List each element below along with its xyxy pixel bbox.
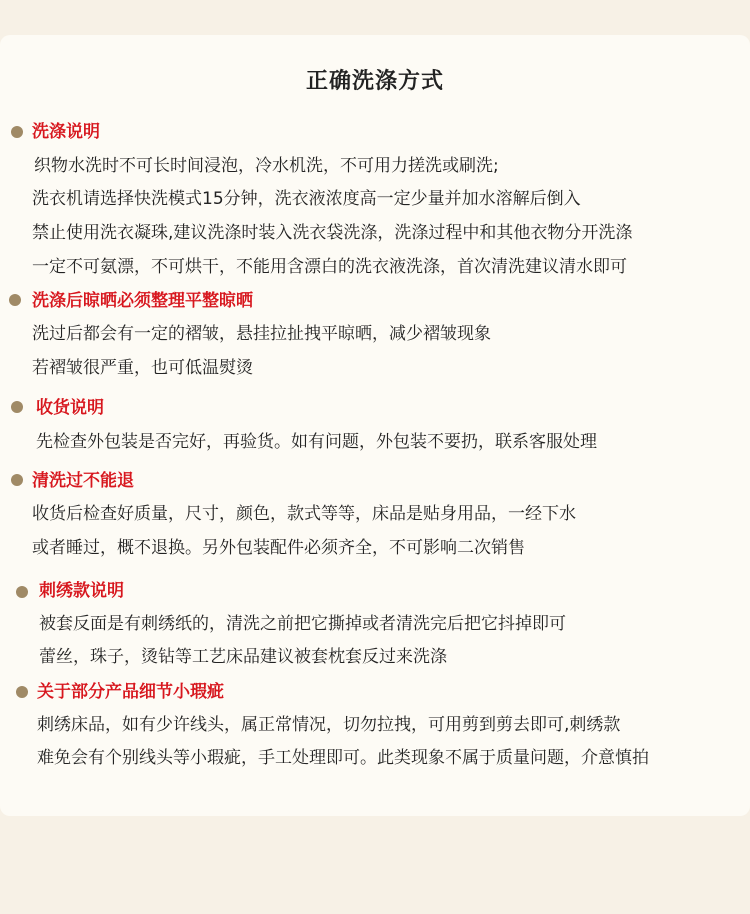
section-heading-no-return: 清洗过不能退 <box>32 471 134 491</box>
section-heading-defects: 关于部分产品细节小瑕疵 <box>37 682 224 702</box>
section-line: 一定不可氨漂，不可烘干，不能用含漂白的洗衣液洗涤，首次清洗建议清水即可 <box>32 257 627 277</box>
section-line: 被套反面是有刺绣纸的，清洗之前把它撕掉或者清洗完后把它抖掉即可 <box>39 614 566 634</box>
section-heading-embroidery: 刺绣款说明 <box>39 581 124 601</box>
section-line: 若褶皱很严重，也可低温熨烫 <box>32 358 253 378</box>
section-line: 先检查外包装是否完好，再验货。如有问题，外包装不要扔，联系客服处理 <box>36 432 597 452</box>
section-line: 难免会有个别线头等小瑕疵，手工处理即可。此类现象不属于质量问题，介意慎拍 <box>37 748 649 768</box>
section-line: 蕾丝，珠子，烫钻等工艺床品建议被套枕套反过来洗涤 <box>39 647 447 667</box>
section-line: 刺绣床品，如有少许线头，属正常情况，切勿拉拽，可用剪到剪去即可,刺绣款 <box>37 715 621 735</box>
bullet-icon <box>11 474 23 486</box>
section-heading-washing: 洗涤说明 <box>32 122 100 142</box>
bullet-icon <box>16 686 28 698</box>
section-line: 禁止使用洗衣凝珠,建议洗涤时装入洗衣袋洗涤，洗涤过程中和其他衣物分开洗涤 <box>32 223 633 243</box>
section-line: 洗过后都会有一定的褶皱，悬挂拉扯拽平晾晒，减少褶皱现象 <box>32 324 491 344</box>
section-line: 织物水洗时不可长时间浸泡，冷水机洗，不可用力搓洗或刷洗; <box>34 156 499 176</box>
section-line: 收货后检查好质量，尺寸，颜色，款式等等，床品是贴身用品，一经下水 <box>32 504 576 524</box>
page-title: 正确洗涤方式 <box>305 69 444 94</box>
section-heading-drying: 洗涤后晾晒必须整理平整晾晒 <box>32 291 253 311</box>
bullet-icon <box>9 294 21 306</box>
section-line: 洗衣机请选择快洗模式15分钟，洗衣液浓度高一定少量并加水溶解后倒入 <box>32 189 581 209</box>
section-line: 或者睡过，概不退换。另外包装配件必须齐全，不可影响二次销售 <box>32 538 525 558</box>
bullet-icon <box>11 126 23 138</box>
bullet-icon <box>11 401 23 413</box>
bullet-icon <box>16 586 28 598</box>
section-heading-receiving: 收货说明 <box>36 398 104 418</box>
